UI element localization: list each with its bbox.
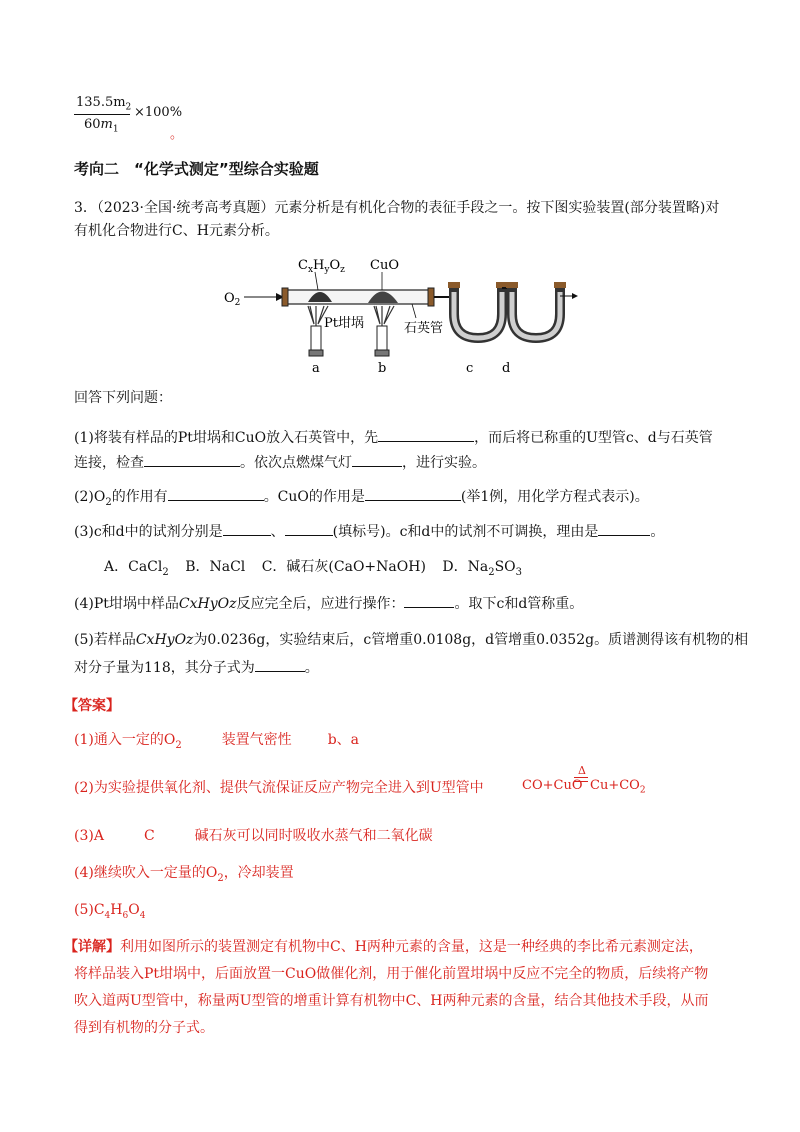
option-b: B．NaCl [185, 559, 246, 575]
fraction-multiplier: ×100% [134, 105, 183, 120]
u-tube-c-cap-left [448, 282, 460, 288]
figure-label-cuo: CuO [370, 258, 399, 273]
fraction-numerator: $135.5m_2$ [76, 95, 132, 113]
question-5-line1: (5)若样品CxHyOz为0.0236g，实验结束后，c管增重0.0108g，d管增重0.0352g。质谱测得该有机物的相 [74, 632, 749, 648]
fraction-denominator: $60m_1$ [84, 117, 119, 135]
u-tube-c-fill [454, 292, 502, 338]
figure-label-quartz: 石英管 [404, 321, 444, 336]
explanation-line3: 吹入道两U型管中，称量两U型管的增重计算有机物中C、H两种元素的含量，结合其他技术手段，从而 [74, 993, 709, 1009]
explanation-line1: 【详解】利用如图所示的装置测定有机物中C、H两种元素的含量，这是一种经典的李比希元素测定法， [64, 939, 703, 955]
blank-4a[interactable] [404, 607, 454, 608]
question-3: (3)c和d中的试剂分别是 、 (填标号)。c和d中的试剂不可调换，理由是 。 [74, 524, 665, 540]
u-tube-d-fill [512, 292, 560, 338]
question-1-line1: (1)将装有样品的Pt坩埚和CuO放入石英管中，先 ，而后将已称重的U型管c、d与石英管 [74, 430, 713, 446]
answer-tag: 【答案】 [64, 698, 120, 714]
question-5-line2: 对分子量为118，其分子式为 。 [74, 660, 319, 676]
figure-label-pt: Pt坩埚 [324, 316, 364, 331]
fraction-bar [74, 114, 130, 115]
blank-1a[interactable] [378, 441, 474, 442]
apparatus-figure [220, 252, 580, 376]
answer-3: (3)A C 碱石灰可以同时吸收水蒸气和二氧化碳 [74, 828, 433, 844]
outlet-arrowhead [572, 293, 578, 299]
burner-a-base [309, 350, 323, 356]
blank-2b[interactable] [365, 500, 461, 501]
explanation-line2: 将样品装入Pt坩埚中，后面放置一CuO做催化剂，用于催化前置坩埚中反应不完全的物质，后续将产物 [74, 966, 709, 982]
answer-4: (4)继续吹入一定量的$O_2$，冷却装置 [74, 865, 294, 884]
figure-label-o2: $O_2$ [224, 291, 241, 308]
answer-1: (1)通入一定的$O_2$ 装置气密性 b、a [74, 732, 359, 751]
u-tube-d-cap-left [506, 282, 518, 288]
section-heading: 考向二 “化学式测定”型综合实验题 [74, 160, 319, 178]
figure-label-a: a [312, 361, 320, 376]
blank-1b[interactable] [144, 466, 240, 467]
figure-label-c: c [466, 361, 474, 376]
question-1-line2: 连接，检查 。依次点燃煤气灯 ，进行实验。 [74, 455, 486, 471]
figure-label-b: b [378, 361, 387, 376]
sample-pointer [315, 272, 318, 290]
question-2: $(2)O_2$的作用有 。CuO的作用是 (举1例，用化学方程式表示)。 [74, 489, 649, 508]
figure-label-d: d [502, 361, 511, 376]
explanation-line4: 得到有机物的分子式。 [74, 1020, 214, 1036]
option-c: C．碱石灰(CaO+NaOH) [261, 559, 426, 575]
flame-b [374, 306, 394, 326]
quartz-pointer [412, 304, 416, 318]
heat-delta: Δ [578, 764, 586, 777]
question-intro-line1: 3．（2023·全国·统考高考真题）元素分析是有机化合物的表征手段之一。按下图实验装置(部分装置略)对 [74, 200, 720, 216]
option-a: A．CaCl$_2$ [104, 559, 169, 578]
blank-3a[interactable] [223, 535, 271, 536]
u-tube-d-cap-right [554, 282, 566, 288]
answer-2: (2)为实验提供氧化剂、提供气流保证反应产物完全进入到U型管中 [74, 780, 484, 796]
question-3-options [104, 557, 522, 583]
question-prompt: 回答下列问题： [74, 390, 172, 406]
question-intro-line2: 有机化合物进行C、H元素分析。 [74, 223, 279, 239]
blank-3b[interactable] [285, 535, 333, 536]
blank-3c[interactable] [598, 535, 650, 536]
blank-1c[interactable] [352, 466, 402, 467]
option-d: D．$Na_2SO_3$ [442, 559, 523, 578]
question-4: (4)Pt坩埚中样品CxHyOz反应完全后，应进行操作： 。取下c和d管称重。 [74, 596, 584, 612]
quartz-tube [284, 290, 432, 304]
blank-5a[interactable] [255, 671, 305, 672]
stopper-right [428, 288, 434, 306]
blank-2a[interactable] [168, 500, 264, 501]
figure-label-sample: $C_xH_yO_z$ [298, 258, 345, 275]
answer-5: $(5)C_4H_6O_4$ [74, 902, 146, 921]
burner-b-base [375, 350, 389, 356]
stopper-left [282, 288, 288, 306]
fraction-period: 。 [170, 127, 184, 142]
